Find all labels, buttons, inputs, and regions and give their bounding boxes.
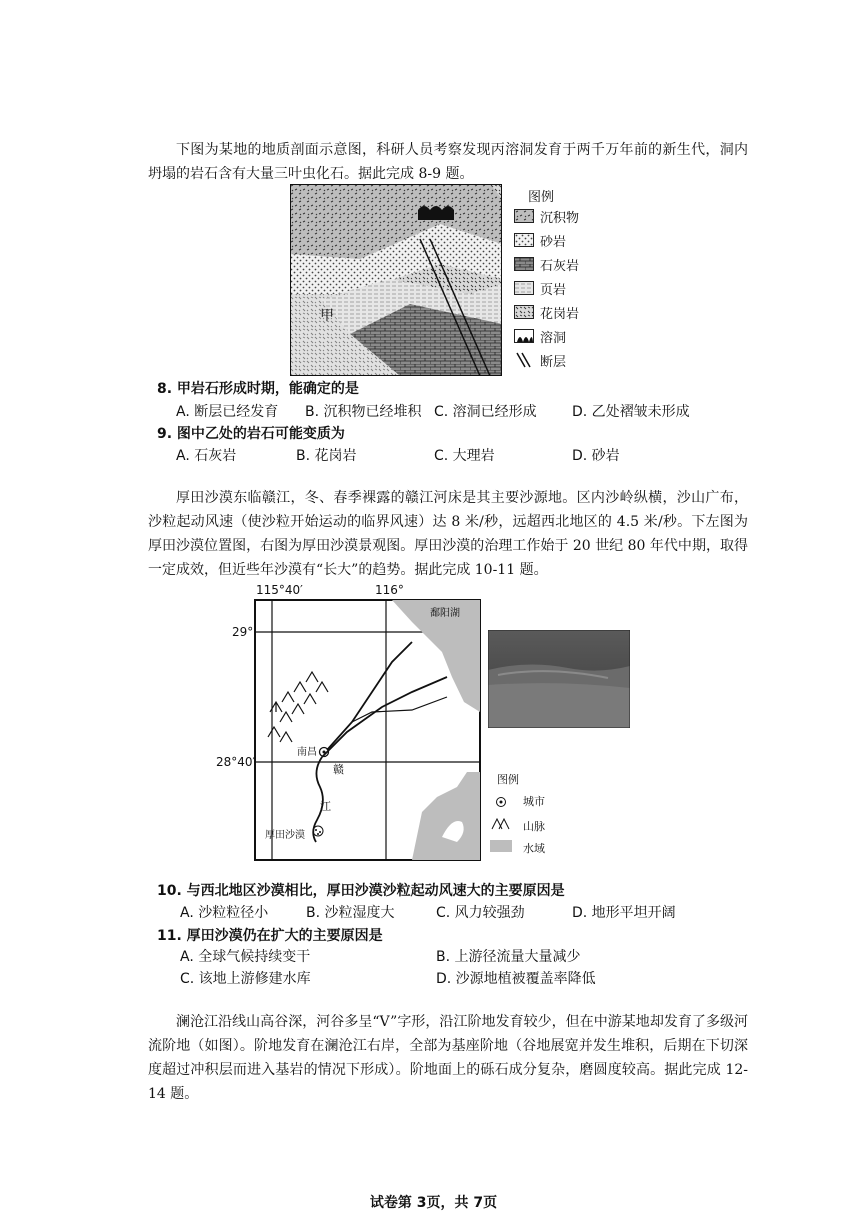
water-legend-icon — [490, 840, 512, 852]
q10-option-a[interactable]: A. 沙粒粒径小 — [180, 905, 269, 921]
legend-granite: 花岗岩 — [514, 302, 579, 322]
legend-sandstone: 砂岩 — [514, 230, 566, 250]
intro-paragraph-2: 厚田沙漠东临赣江，冬、春季裸露的赣江河床是其主要沙源地。区内沙岭纵横，沙山广布，沙粒起动风速（使沙粒开始运动的临界风速）达 8 米/秒，远超西北地区的 4.5 米/秒。下左图为厚田沙漠位置图，右图为厚田沙漠景观图。厚田沙漠的治理工作始于 20 世纪 80 年代中期，取得一定成效，但近些年沙漠有“长大”的趋势。据此完成 10-11 题。 — [148, 490, 748, 578]
q10-option-c[interactable]: C. 风力较强劲 — [436, 905, 525, 921]
granite-swatch-icon — [514, 305, 534, 319]
lon-label-east: 116° — [375, 583, 404, 597]
q8-option-a[interactable]: A. 断层已经发育 — [176, 404, 279, 420]
legend-shale: 页岩 — [514, 278, 566, 298]
legend-water-label: 水域 — [523, 842, 545, 855]
q9-option-d[interactable]: D. 砂岩 — [572, 448, 620, 464]
poyang-lake-label: 鄱阳湖 — [430, 608, 460, 619]
legend-limestone: 石灰岩 — [514, 254, 579, 274]
q9-option-c[interactable]: C. 大理岩 — [434, 448, 495, 464]
q11-option-c[interactable]: C. 该地上游修建水库 — [180, 971, 311, 987]
sandstone-swatch-icon — [514, 233, 534, 247]
question-10-stem: 10. 与西北地区沙漠相比，厚田沙漠沙粒起动风速大的主要原因是 — [157, 883, 565, 899]
geologic-legend — [514, 186, 614, 376]
fault-icon — [514, 352, 534, 368]
legend-city-label: 城市 — [523, 795, 545, 808]
q10-option-b[interactable]: B. 沙粒湿度大 — [306, 905, 395, 921]
intro-paragraph-1: 下图为某地的地质剖面示意图，科研人员考察发现丙溶洞发育于两千万年前的新生代，洞内坍塌的岩石含有大量三叶虫化石。据此完成 8-9 题。 — [148, 142, 748, 182]
geologic-section-diagram — [290, 184, 502, 376]
city-legend-icon — [495, 793, 507, 805]
legend-title: 图例 — [528, 190, 555, 205]
cave-swatch-icon — [514, 329, 534, 343]
houtian-desert-label: 厚田沙漠 — [265, 830, 305, 841]
intro-paragraph-3: 澜沧江沿线山高谷深，河谷多呈“V”字形，沿江阶地发育较少，但在中游某地却发育了多级河流阶地（如图）。阶地发育在澜沧江右岸，全部为基座阶地（谷地展宽并发生堆积，后期在下切深度超过冲积层而进入基岩的情况下形成）。阶地面上的砾石成分复杂，磨圆度较高。据此完成 12-14 题。 — [148, 1014, 748, 1102]
q8-option-b[interactable]: B. 沉积物已经堆积 — [305, 404, 422, 420]
sediment-swatch-icon — [514, 209, 534, 223]
q8-option-d[interactable]: D. 乙处褶皱未形成 — [572, 404, 690, 420]
houtian-location-map — [252, 582, 482, 862]
q9-option-a[interactable]: A. 石灰岩 — [176, 448, 237, 464]
shale-swatch-icon — [514, 281, 534, 295]
question-9-stem: 9. 图中乙处的岩石可能变质为 — [157, 426, 345, 442]
map-legend-title: 图例 — [497, 773, 519, 786]
lat-label-south: 28°40′ — [216, 755, 256, 769]
q11-option-d[interactable]: D. 沙源地植被覆盖率降低 — [436, 971, 596, 987]
mountain-legend-icon — [491, 815, 511, 831]
legend-cave: 溶洞 — [514, 326, 566, 346]
area-label-jia: 甲 — [320, 308, 334, 324]
question-11-stem: 11. 厚田沙漠仍在扩大的主要原因是 — [157, 928, 383, 944]
q8-option-c[interactable]: C. 溶洞已经形成 — [434, 404, 537, 420]
river-label-jiang: 江 — [320, 800, 331, 813]
desert-landscape-photo — [488, 630, 630, 728]
q11-option-b[interactable]: B. 上游径流量大量减少 — [436, 949, 581, 965]
river-label-gan: 赣 — [333, 763, 344, 776]
q11-option-a[interactable]: A. 全球气候持续变干 — [180, 949, 311, 965]
page-footer: 试卷第 3页，共 7页 — [369, 1195, 498, 1211]
nanchang-label: 南昌 — [297, 747, 317, 758]
legend-mountain-label: 山脉 — [523, 820, 545, 833]
question-8-stem: 8. 甲岩石形成时期，能确定的是 — [157, 381, 359, 397]
limestone-swatch-icon — [514, 257, 534, 271]
lat-label-north: 29° — [232, 625, 254, 639]
legend-fault: 断层 — [514, 350, 566, 370]
lon-label-west: 115°40′ — [256, 583, 303, 597]
q9-option-b[interactable]: B. 花岗岩 — [296, 448, 357, 464]
legend-sediment: 沉积物 — [514, 206, 579, 226]
q10-option-d[interactable]: D. 地形平坦开阔 — [572, 905, 676, 921]
